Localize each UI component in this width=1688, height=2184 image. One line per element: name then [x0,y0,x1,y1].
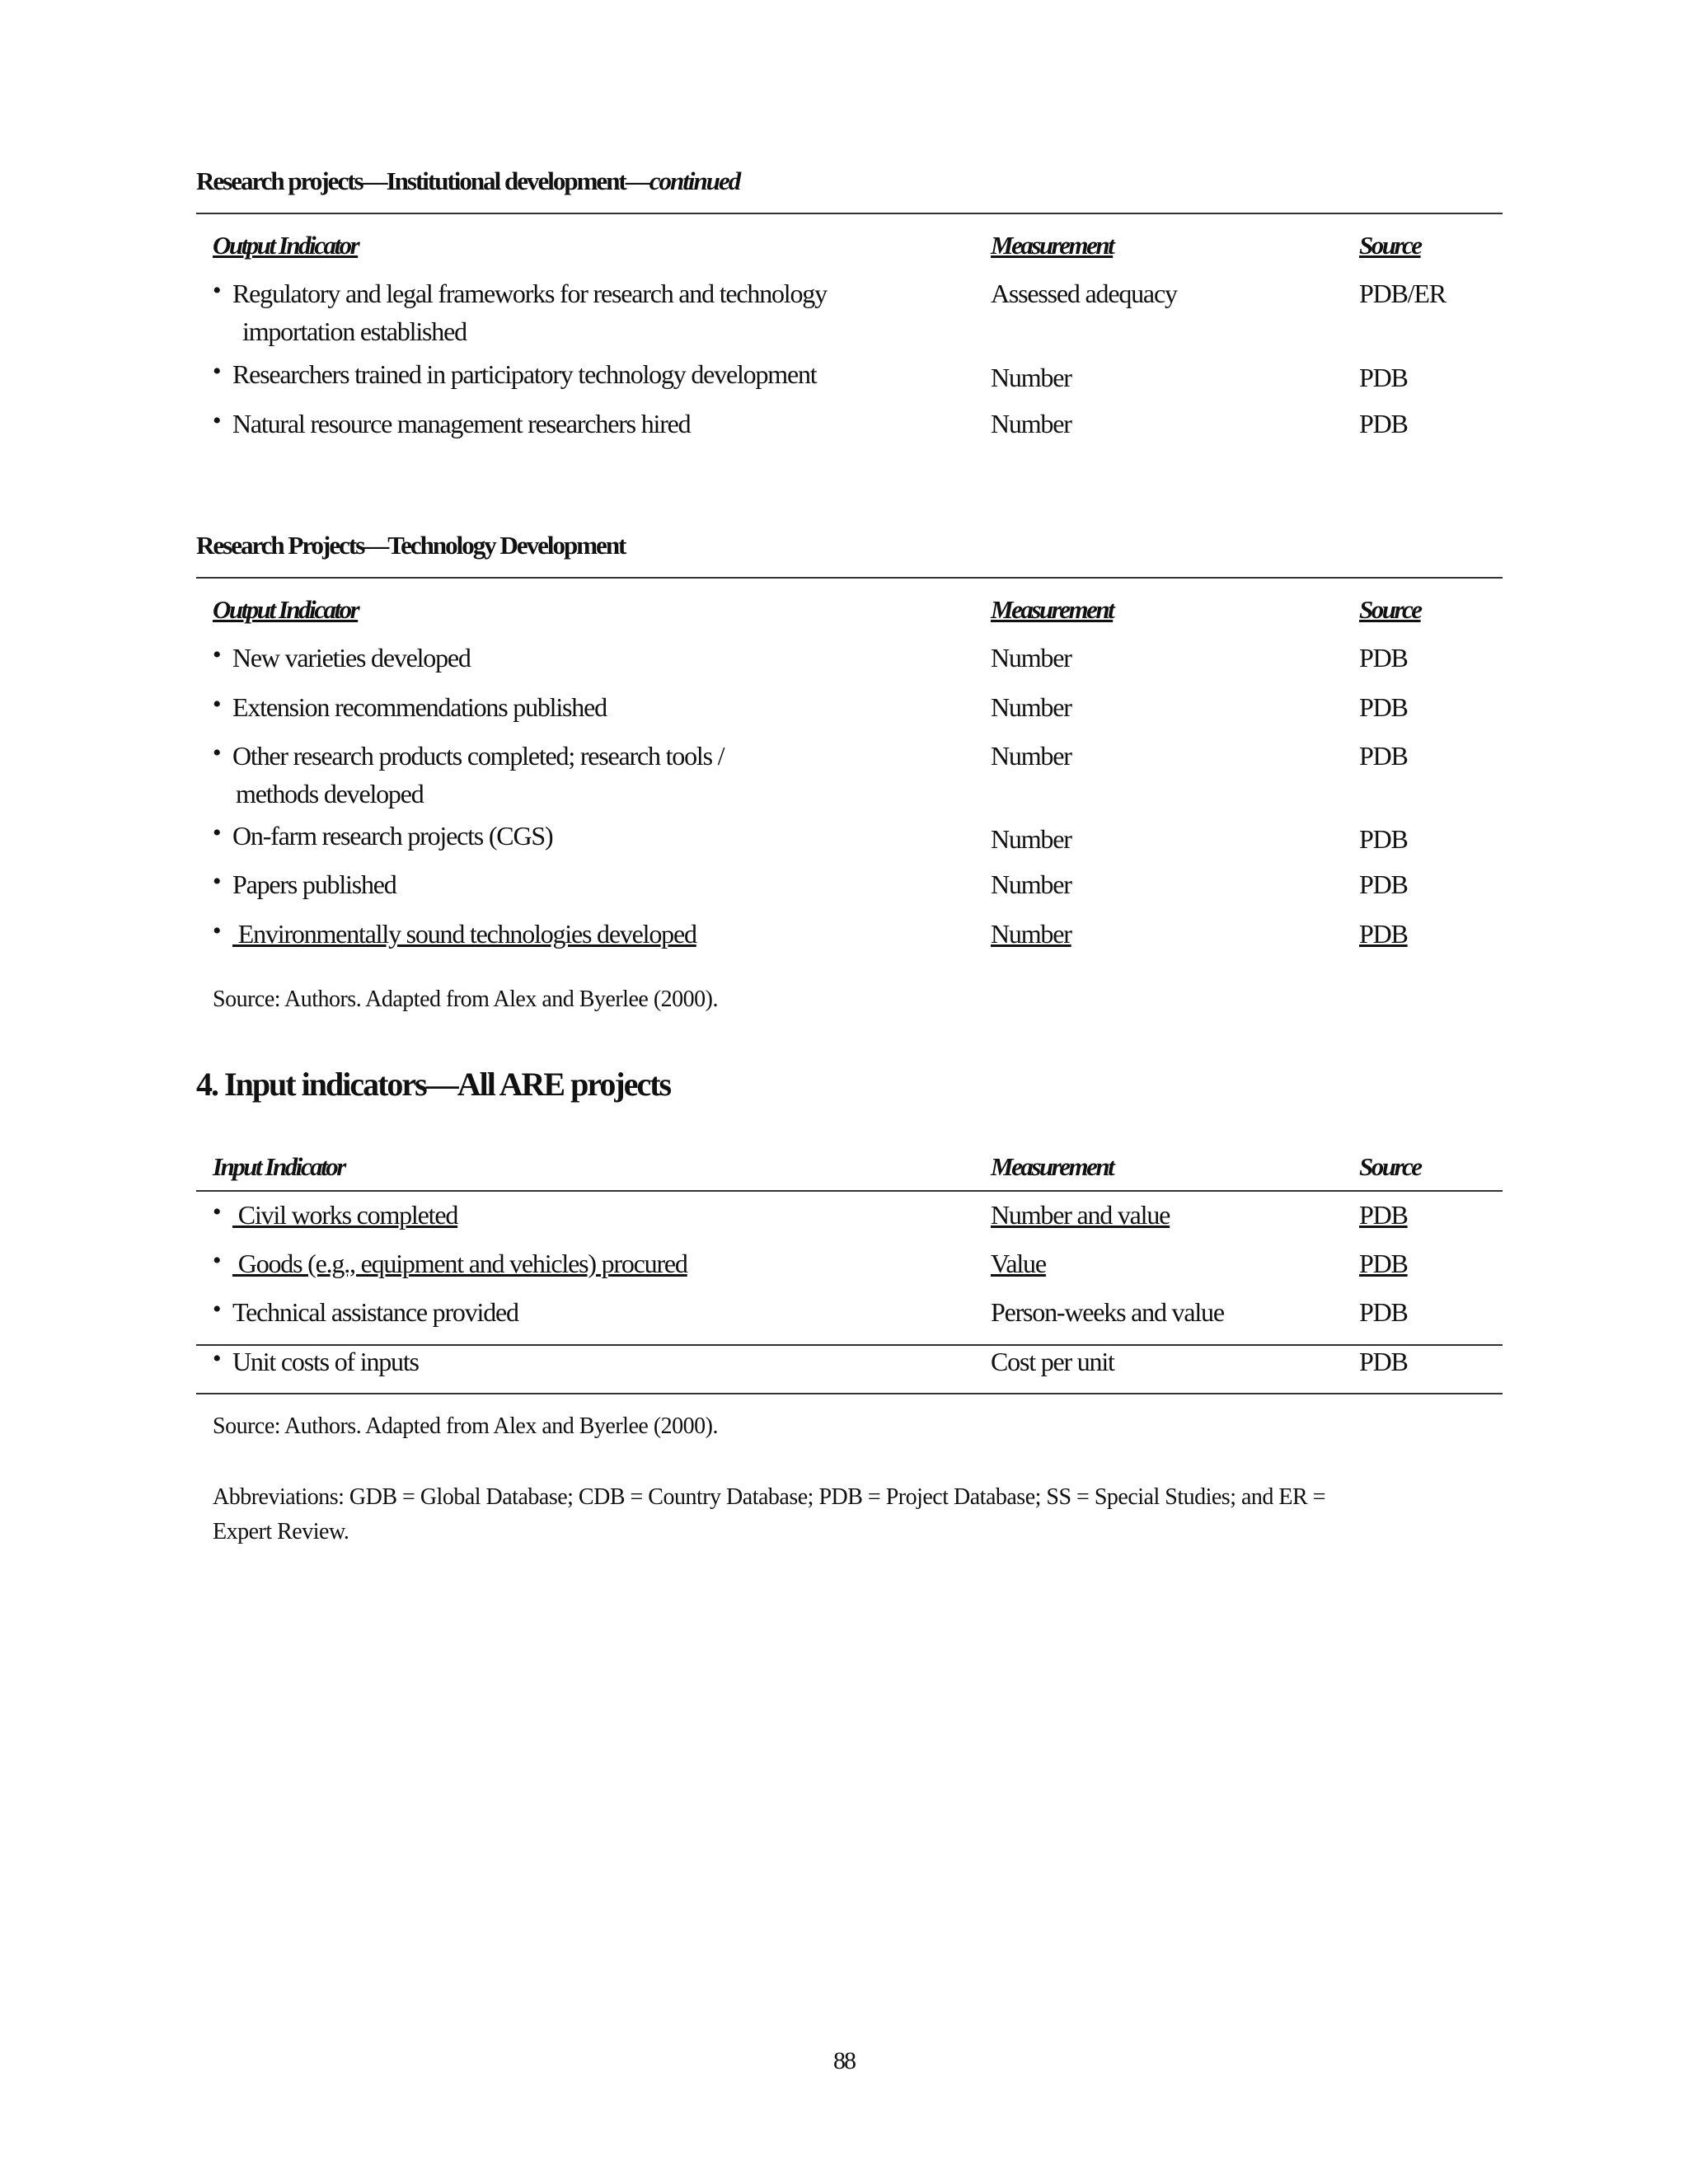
source-cell: PDB [1359,1249,1408,1278]
table-row [213,1343,1503,1393]
source-cell: PDB [1359,363,1408,392]
indicator-cell [213,689,954,727]
indicator-cell [213,818,954,855]
bullet-icon: • [213,1247,221,1274]
bullet-icon: • [213,1296,221,1323]
measurement-cell: Number [991,409,1071,438]
section-title-main: Research projects—Institutional development— [196,166,649,195]
indicator-text: Papers published [232,869,396,899]
source-cell: PDB [1359,643,1408,673]
indicator-text: Extension recommendations published [232,692,607,722]
source-cell: PDB [1359,824,1408,854]
indicator-cell [213,1343,954,1381]
indicator-text: Goods (e.g., equipment and vehicles) procured [232,1249,687,1278]
header-source: Source [1359,595,1421,624]
table-row [213,275,1503,349]
bullet-icon: • [213,691,221,718]
header-measurement: Measurement [991,1152,1114,1181]
measurement-cell: Cost per unit [991,1347,1114,1376]
header-measurement: Measurement [991,595,1114,624]
table-row [213,818,1503,867]
header-indicator: Input Indicator [213,1152,345,1181]
indicator-text: Natural resource management researchers hired [232,409,691,438]
source-cell: PDB [1359,409,1408,438]
table-row [213,356,1503,405]
source-cell: PDB [1359,741,1408,771]
bullet-icon: • [213,868,221,895]
measurement-cell: Number and value [991,1200,1170,1230]
indicator-cell [213,738,954,812]
indicator-text: New varieties developed [232,643,471,673]
table-row [213,738,1503,812]
header-source: Source [1359,1152,1421,1181]
header-indicator: Output Indicator [213,595,359,624]
indicator-cell [213,916,954,954]
measurement-cell: Number [991,869,1071,899]
indicator-text: On-farm research projects (CGS) [232,821,553,851]
source-cell: PDB [1359,1347,1408,1376]
measurement-cell: Number [991,363,1071,392]
measurement-cell: Assessed adequacy [991,279,1177,308]
source-cell: PDB [1359,919,1408,949]
table-row [213,916,1503,965]
indicator-text: Researchers trained in participatory technology development [232,359,817,389]
indicator-cell [213,866,954,904]
bullet-icon: • [213,407,221,434]
indicator-text-continued: methods developed [236,779,424,808]
measurement-cell: Person-weeks and value [991,1297,1224,1327]
table-row [213,866,1503,916]
indicator-text: Regulatory and legal frameworks for research and technology [232,279,827,308]
table-header-row [213,1152,1503,1202]
indicator-cell [213,1294,954,1332]
indicator-cell [213,640,954,677]
section-title-continued: continued [649,166,740,195]
indicator-text: Environmentally sound technologies developed [232,919,696,949]
measurement-cell: Number [991,824,1071,854]
measurement-cell: Number [991,692,1071,722]
bullet-icon: • [213,917,221,944]
table-rule [196,1393,1503,1394]
abbreviations-line: Abbreviations: GDB = Global Database; CDB = Country Database; PDB = Project Database; SS = Special Studies; and ER = [213,1484,1325,1510]
bullet-icon: • [213,819,221,846]
indicator-text: Technical assistance provided [232,1297,518,1327]
source-note: Source: Authors. Adapted from Alex and Byerlee (2000). [213,1413,718,1439]
bullet-icon: • [213,739,221,766]
source-cell: PDB [1359,1297,1408,1327]
section-title-technology: Research Projects—Technology Development [196,531,626,560]
abbreviations-note [213,1480,1325,1549]
indicator-cell [213,275,954,349]
source-cell: PDB [1359,1200,1408,1230]
section-heading-input-indicators: 4. Input indicators—All ARE projects [196,1066,671,1103]
indicator-cell [213,1245,954,1283]
table-row [213,1197,1503,1246]
measurement-cell: Number [991,741,1071,771]
abbreviations-line: Expert Review. [213,1519,349,1544]
page-number: 88 [833,2047,855,2074]
bullet-icon: • [213,641,221,668]
table-row [213,405,1503,455]
indicator-text-continued: importation established [242,316,467,346]
indicator-text: Unit costs of inputs [232,1347,419,1376]
table-header-row [213,231,1503,280]
source-cell: PDB [1359,869,1408,899]
source-cell: PDB/ER [1359,279,1446,308]
section-rule [196,213,1503,214]
header-measurement: Measurement [991,231,1114,260]
measurement-cell: Number [991,643,1071,673]
bullet-icon: • [213,1345,221,1372]
bullet-icon: • [213,277,221,304]
indicator-cell [213,405,954,443]
table-rule [196,1190,1503,1192]
section-rule [196,577,1503,579]
source-cell: PDB [1359,692,1408,722]
table-row [213,1245,1503,1295]
indicator-cell [213,356,954,394]
measurement-cell: Number [991,919,1071,949]
measurement-cell: Value [991,1249,1046,1278]
indicator-cell [213,1197,954,1235]
table-row [213,1294,1503,1343]
table-header-row [213,595,1503,644]
table-row [213,689,1503,738]
section-title-institutional [196,166,739,196]
bullet-icon: • [213,358,221,385]
indicator-text: Other research products completed; research tools / [232,741,724,771]
header-source: Source [1359,231,1421,260]
bullet-icon: • [213,1198,221,1226]
table-row [213,640,1503,689]
header-indicator: Output Indicator [213,231,359,260]
source-note: Source: Authors. Adapted from Alex and Byerlee (2000). [213,987,718,1012]
indicator-text: Civil works completed [232,1200,458,1230]
